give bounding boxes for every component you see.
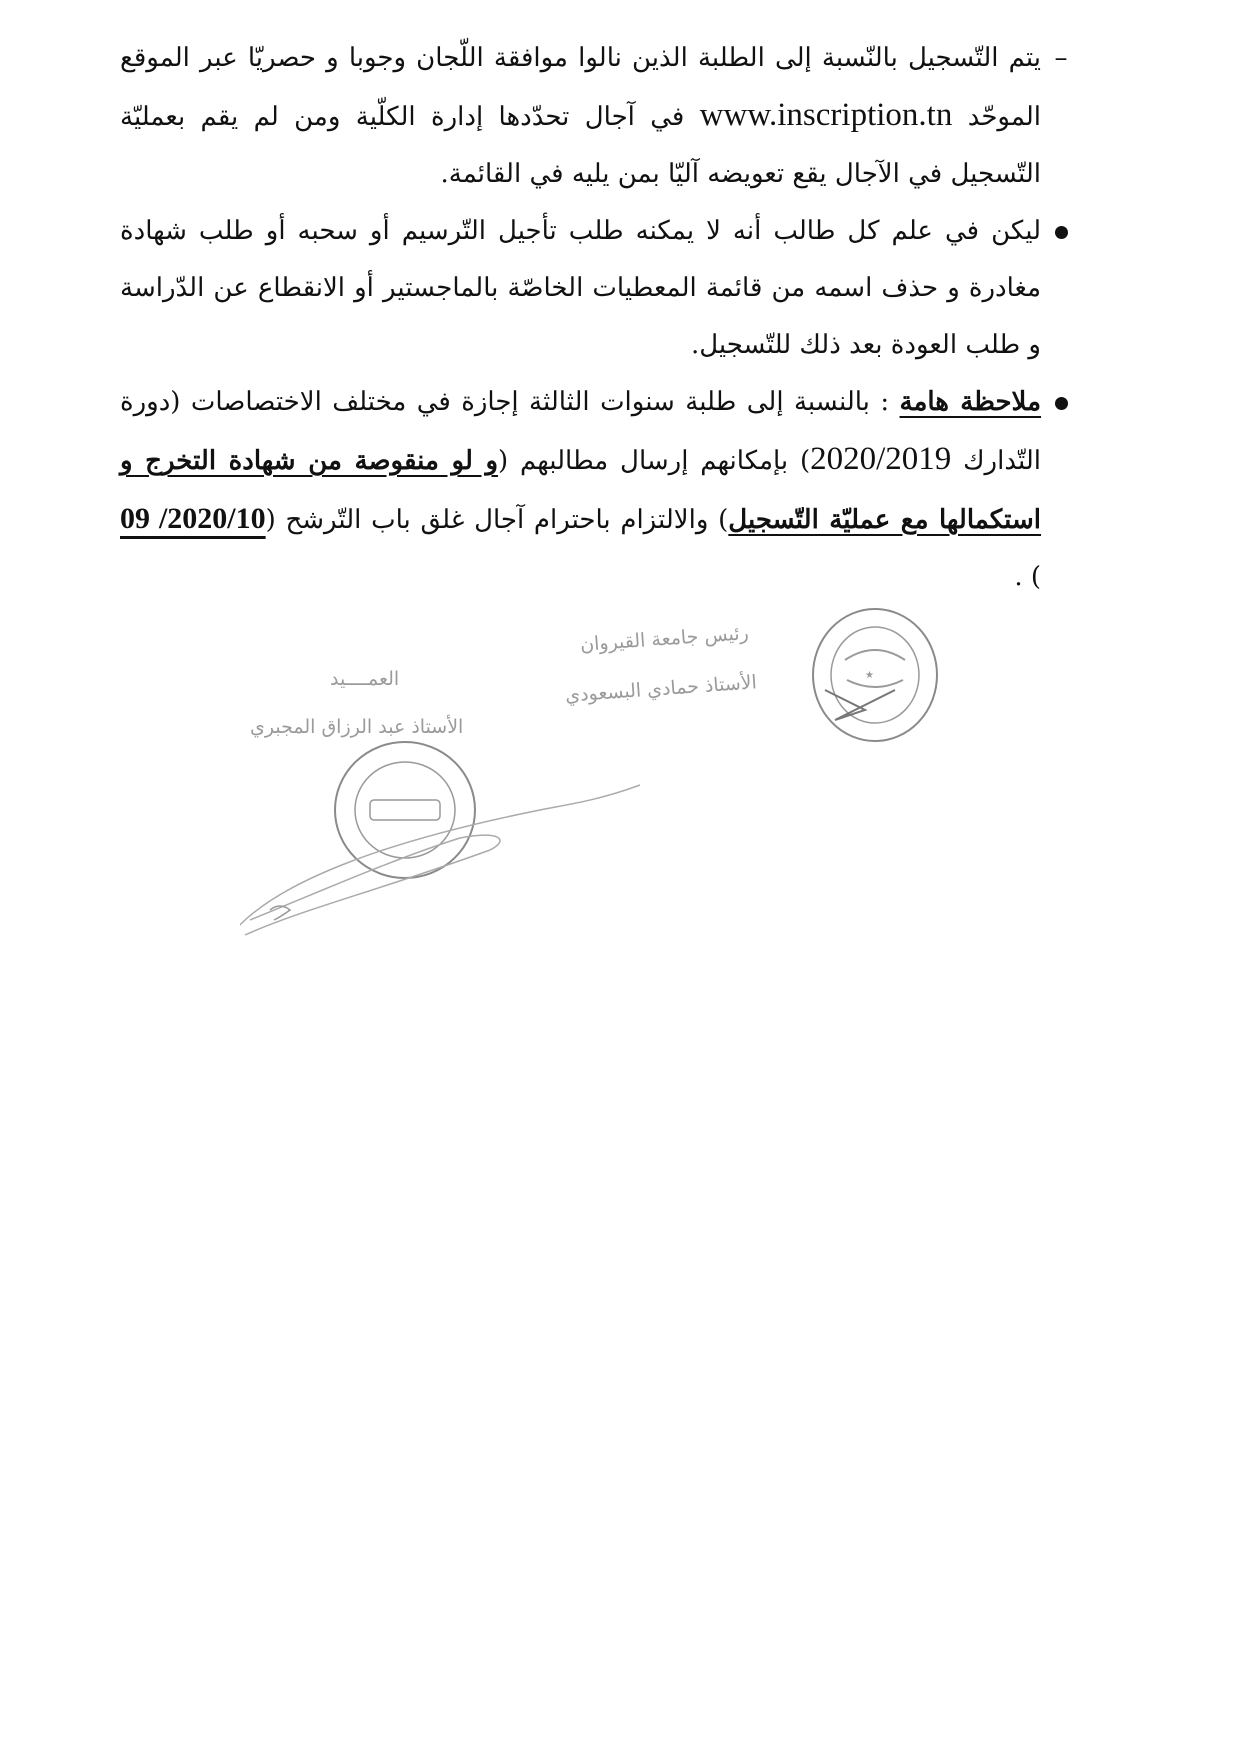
note-year: 2020/2019: [810, 441, 952, 477]
dean-title: العمــــيد: [330, 668, 400, 690]
note-colon: :: [880, 387, 890, 417]
registration-url: www.inscription.tn: [699, 97, 953, 133]
president-title: رئيس جامعة القيروان: [579, 622, 750, 656]
university-seal-icon: [805, 600, 945, 750]
note-label: ملاحظة هامة: [899, 387, 1042, 417]
note-text-1: بالنسبة إلى طلبة سنوات الثالثة إجازة في مختلف الاختصاصات (دورة التّدارك: [120, 387, 1041, 476]
faculty-seal-icon: [240, 730, 720, 1030]
notice-text: ليكن في علم كل طالب أنه لا يمكنه طلب تأجيل التّرسيم أو سحبه أو طلب شهادة مغادرة و حذف اسمه من قائمة المعطيات الخاصّة بالماجستير أو الانقطاع عن الدّراسة و طلب العودة بعد ذلك للتّسجيل.: [120, 216, 1041, 360]
registration-text-2: في آجال تحدّدها إدارة الكلّية ومن لم يقم بعمليّة التّسجيل في الآجال يقع تعويضه آليّا بمن يليه في القائمة.: [120, 102, 1041, 189]
svg-text:★: ★: [865, 670, 874, 681]
dean-name: الأستاذ عبد الرزاق المجبري: [250, 716, 464, 738]
note-text-3: ) والالتزام باحترام آجال غلق باب التّرشح (: [265, 505, 729, 535]
signature-area: [0, 560, 1241, 1080]
body-text: [120, 30, 1075, 606]
paragraph-registration: [120, 30, 1075, 203]
paragraph-notice: [120, 203, 1075, 374]
bullet-icon: [1047, 203, 1075, 260]
president-name: الأستاذ حمادي البسعودي: [564, 671, 758, 707]
note-bold-text: و لو منقوصة من شهادة التخرج و استكمالها مع عمليّة التّسجيل: [120, 446, 1042, 535]
deadline-date: 09 /2020/10: [120, 502, 266, 535]
note-text-2: ) بإمكانهم إرسال مطالبهم (: [498, 446, 811, 476]
dash-marker: –: [1054, 43, 1068, 73]
note-text-4: ) .: [1014, 562, 1041, 592]
registration-text-1: يتم التّسجيل بالنّسبة إلى الطلبة الذين نالوا موافقة اللّجان وجوبا و حصريّا عبر الموقع الموحّد: [120, 43, 1042, 132]
bullet-icon: [1047, 374, 1075, 431]
